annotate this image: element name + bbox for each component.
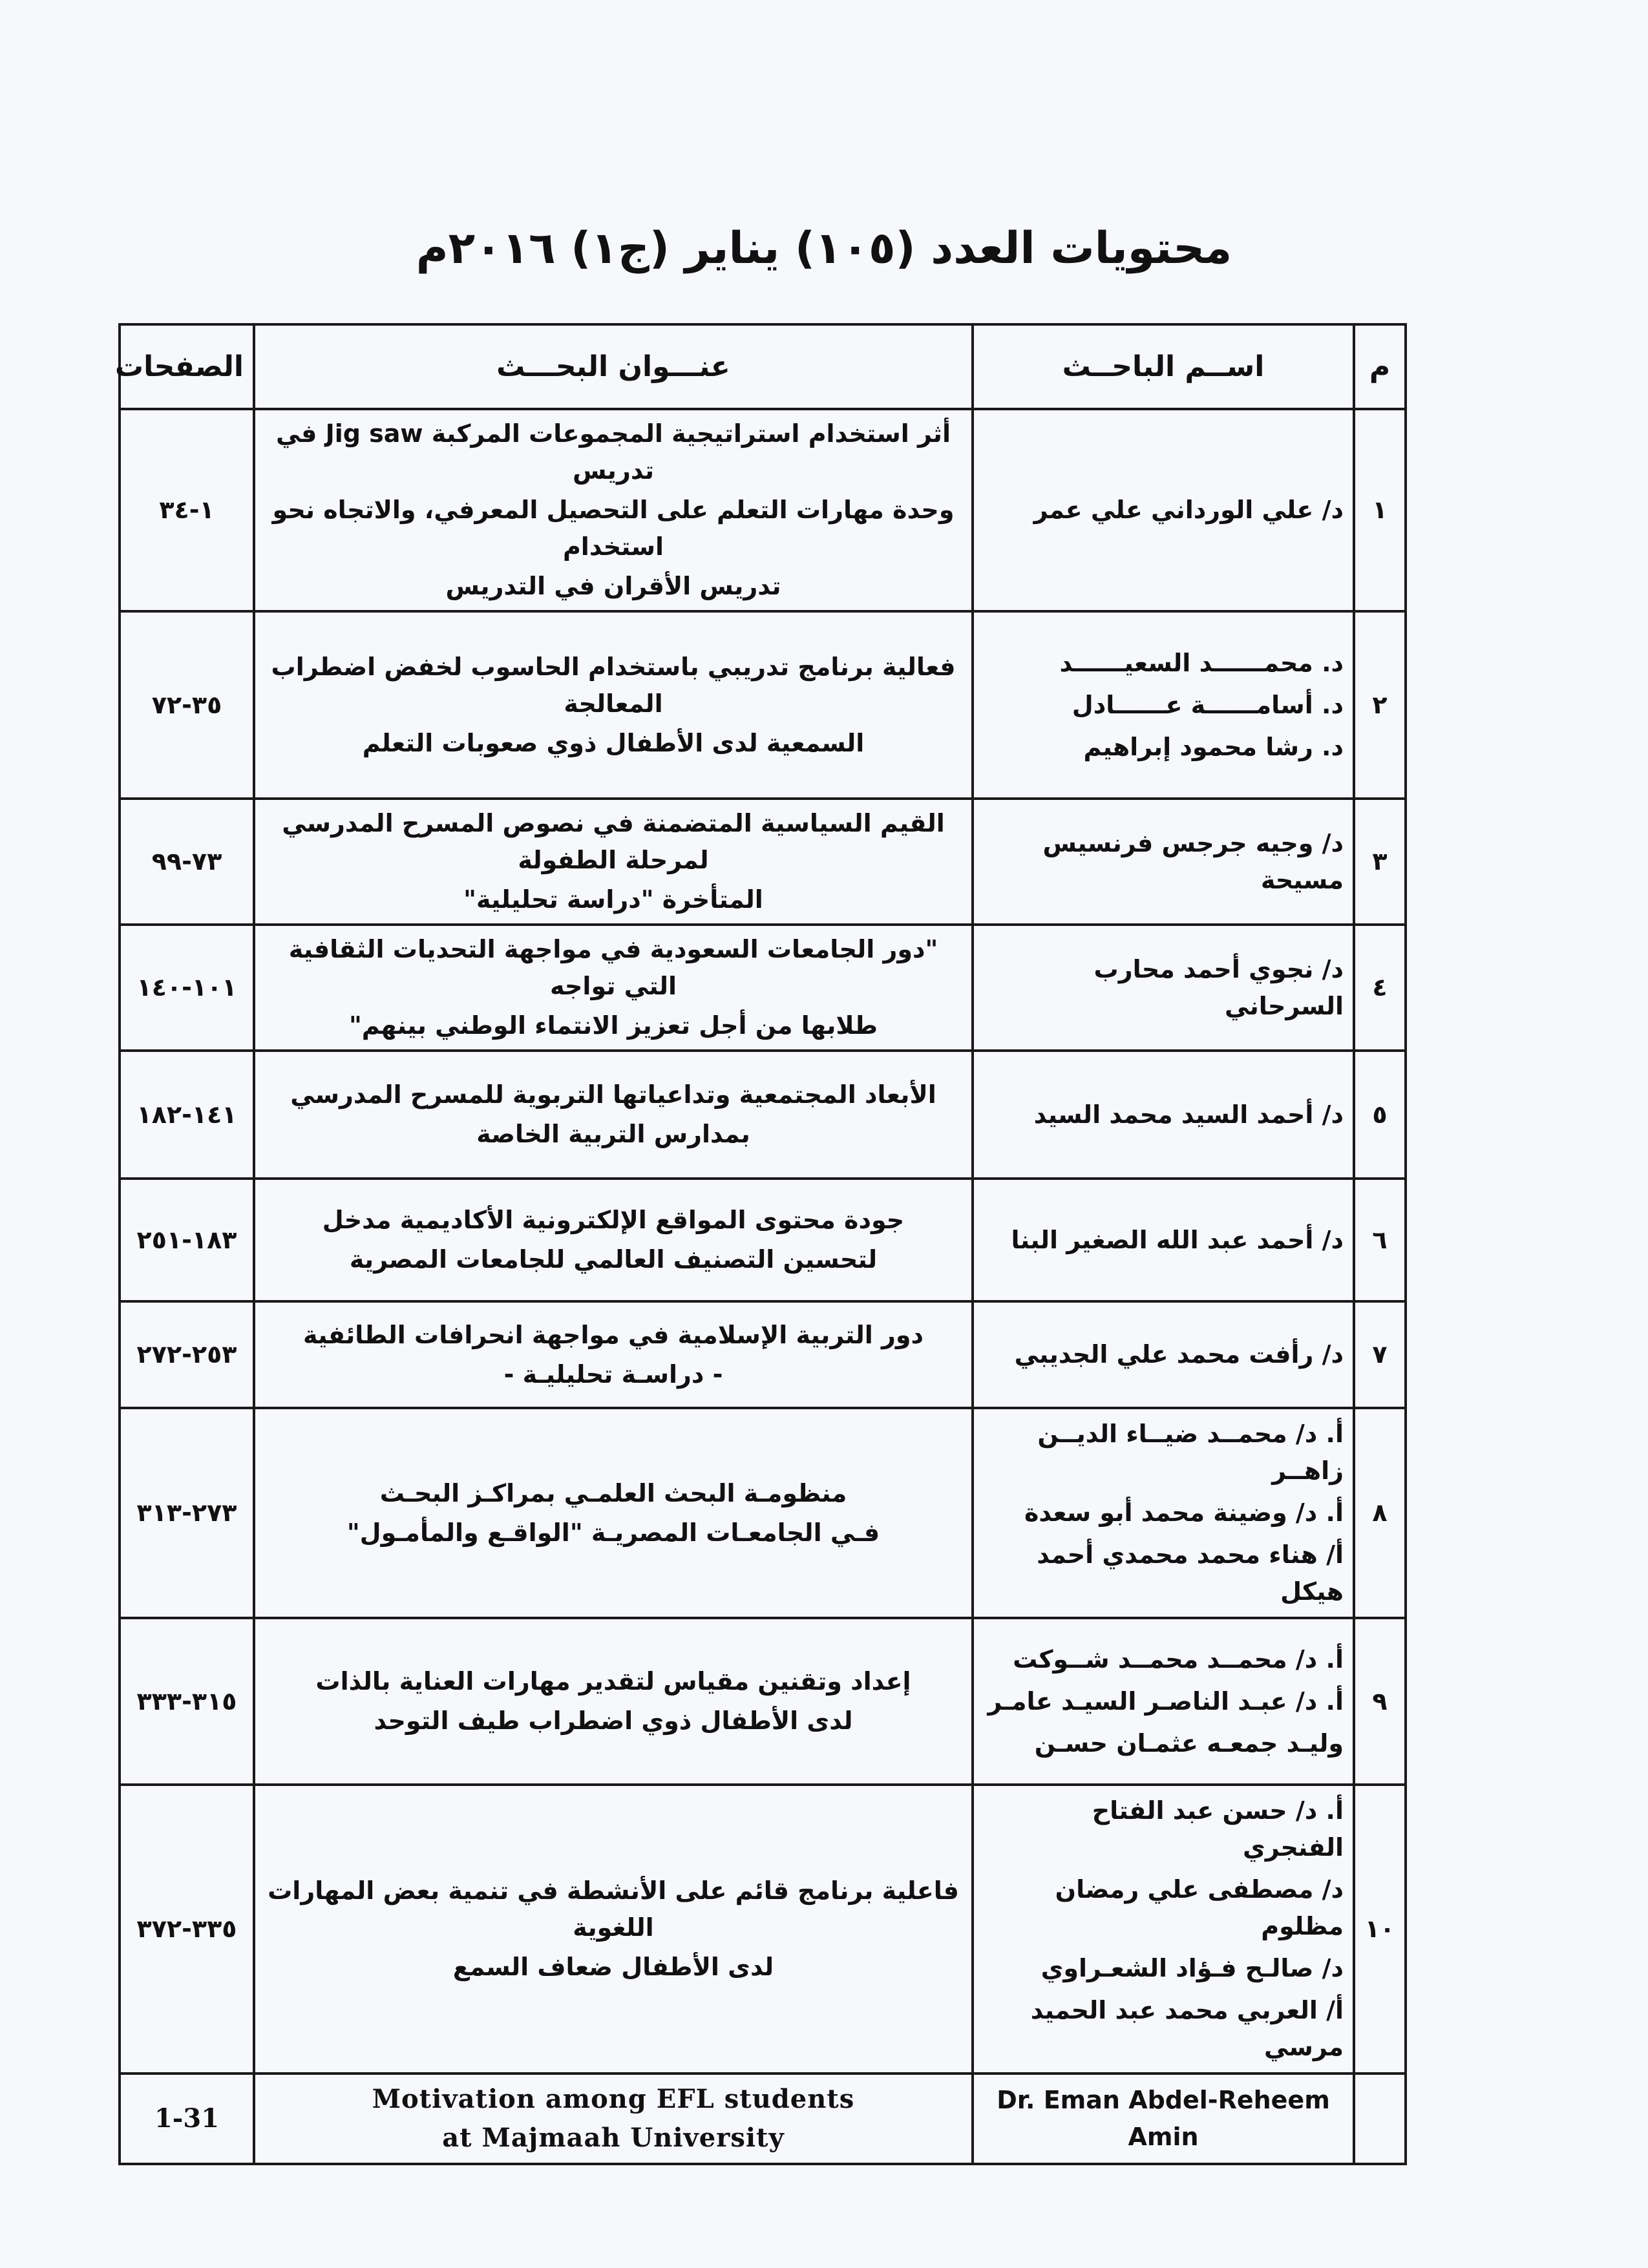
row-pages: ٣١٥-٣٣٣ [120, 1618, 254, 1785]
row-title [254, 611, 973, 799]
table-row [120, 1618, 1406, 1785]
row-number: ٢ [1354, 611, 1406, 799]
author-name: د/ صالـح فـؤاد الشعـراوي [1041, 1954, 1344, 1982]
author-name: د/ أحمد السيد محمد السيد [1033, 1100, 1344, 1129]
row-number: ٦ [1354, 1179, 1406, 1301]
table-row [120, 611, 1406, 799]
title-line: فاعلية برنامج قائم على الأنشطة في تنمية بعض المهارات اللغوية [268, 1876, 959, 1942]
title-line: دور التربية الإسلامية في مواجهة انحرافات الطائفية [303, 1320, 924, 1349]
row-title [254, 409, 973, 611]
author-name: د. محمــــــد السعيــــــد [1059, 648, 1344, 677]
row-number: ٨ [1354, 1408, 1406, 1618]
contents-body [120, 409, 1406, 2164]
title-line: أثر استخدام استراتيجية المجموعات المركبة Jig saw في تدريس [276, 419, 951, 485]
row-authors [973, 799, 1354, 925]
table-row [120, 1051, 1406, 1179]
row-authors [973, 1051, 1354, 1179]
page-title: محتويات العدد (١٠٥) يناير (ج١) ٢٠١٦م [416, 223, 1232, 274]
row-title [254, 1408, 973, 1618]
row-authors [973, 1408, 1354, 1618]
title-line: لتحسين التصنيف العالمي للجامعات المصرية [349, 1245, 878, 1274]
row-authors [973, 1618, 1354, 1785]
row-pages: ٣٥-٧٢ [120, 611, 254, 799]
title-line: "دور الجامعات السعودية في مواجهة التحديات الثقافية التي تواجه [288, 935, 938, 1000]
row-pages: ٧٣-٩٩ [120, 799, 254, 925]
row-authors [973, 611, 1354, 799]
row-title [254, 1179, 973, 1301]
row-pages: ٢٧٣-٣١٣ [120, 1408, 254, 1618]
row-pages: ١٤١-١٨٢ [120, 1051, 254, 1179]
row-pages: 1-31 [120, 2074, 254, 2164]
row-pages: ٢٥٣-٢٧٢ [120, 1301, 254, 1408]
author-name: وليـد جمعـه عثمـان حسـن [1034, 1728, 1344, 1758]
contents-table [114, 323, 1407, 2165]
title-line: وحدة مهارات التعلم على التحصيل المعرفي، والاتجاه نحو استخدام [272, 496, 955, 561]
author-name: د/ أحمد عبد الله الصغير البنا [1011, 1225, 1344, 1254]
table-row [120, 409, 1406, 611]
row-number: ٧ [1354, 1301, 1406, 1408]
row-title [254, 925, 973, 1051]
title-line: لدى الأطفال ضعاف السمع [452, 1953, 774, 1981]
row-authors [973, 409, 1354, 611]
author-name: Dr. Eman Abdel-Reheem [997, 2086, 1330, 2114]
author-name: أ. د/ وضينة محمد أبو سعدة [1024, 1498, 1344, 1527]
header-pages: الصفحات [120, 324, 254, 409]
author-name: د. رشا محمود إبراهيم [1083, 732, 1344, 761]
author-name: Amin [1128, 2123, 1199, 2151]
author-name: د. أسامــــــة عــــــادل [1072, 690, 1344, 719]
row-title [254, 1785, 973, 2074]
row-authors [973, 1179, 1354, 1301]
author-name: د/ علي الورداني علي عمر [1033, 496, 1344, 524]
title-line: لدى الأطفال ذوي اضطراب طيف التوحد [374, 1706, 853, 1735]
row-title [254, 1618, 973, 1785]
author-name: أ/ العربي محمد عبد الحميد مرسي [1030, 1996, 1344, 2061]
row-pages: ١٨٣-٢٥١ [120, 1179, 254, 1301]
author-name: أ. د/ عبـد الناصـر السيـد عامـر [988, 1686, 1344, 1716]
table-row [120, 799, 1406, 925]
title-line: المتأخرة "دراسة تحليلية" [463, 885, 763, 914]
title-line: بمدارس التربية الخاصة [476, 1120, 750, 1148]
row-pages: ١-٣٤ [120, 409, 254, 611]
table-row [120, 1408, 1406, 1618]
title-line: at Majmaah University [442, 2123, 785, 2153]
row-pages: ١٠١-١٤٠ [120, 925, 254, 1051]
title-line: فـي الجامعـات المصريـة "الواقـع والمأمـول" [346, 1518, 880, 1547]
row-number [1354, 2074, 1406, 2164]
title-line: القيم السياسية المتضمنة في نصوص المسرح المدرسي لمرحلة الطفولة [282, 809, 945, 874]
author-name: د/ مصطفى علي رمضان مظلوم [1055, 1875, 1344, 1940]
table-row [120, 925, 1406, 1051]
author-name: د/ رأفت محمد علي الجديبي [1014, 1340, 1344, 1369]
table-row [120, 1301, 1406, 1408]
table-row [120, 1179, 1406, 1301]
row-title [254, 1301, 973, 1408]
author-name: د/ نجوي أحمد محارب السرحاني [1093, 954, 1344, 1020]
title-line: فعالية برنامج تدريبي باستخدام الحاسوب لخفض اضطراب المعالجة [271, 652, 956, 718]
author-name: د/ وجيه جرجس فرنسيس مسيحة [1042, 828, 1344, 894]
row-pages: ٣٣٥-٣٧٢ [120, 1785, 254, 2074]
title-line: إعداد وتقنين مقياس لتقدير مهارات العناية بالذات [315, 1667, 911, 1696]
title-line: جودة محتوى المواقع الإلكترونية الأكاديمية مدخل [322, 1206, 905, 1234]
row-number: ١٠ [1354, 1785, 1406, 2074]
row-number: ٩ [1354, 1618, 1406, 1785]
title-line: - دراسـة تحليليـة - [503, 1360, 723, 1389]
table-header-row [120, 324, 1406, 409]
row-title [254, 799, 973, 925]
row-number: ٥ [1354, 1051, 1406, 1179]
row-number: ١ [1354, 409, 1406, 611]
header-title: عنـــوان البحـــث [254, 324, 973, 409]
title-line: الأبعاد المجتمعية وتداعياتها التربوية للمسرح المدرسي [290, 1080, 936, 1109]
title-line: Motivation among EFL students [372, 2084, 855, 2114]
row-authors [973, 1785, 1354, 2074]
row-authors [973, 2074, 1354, 2164]
title-line: تدريس الأقران في التدريس [445, 572, 781, 600]
row-authors [973, 1301, 1354, 1408]
table-row-english [120, 2074, 1406, 2164]
row-number: ٣ [1354, 799, 1406, 925]
row-title [254, 2074, 973, 2164]
author-name: أ. د/ محمــد محمــد شــوكت [1013, 1644, 1344, 1674]
title-line: طلابها من أجل تعزيز الانتماء الوطني بينهم" [348, 1011, 878, 1040]
row-title [254, 1051, 973, 1179]
title-line: السمعية لدى الأطفال ذوي صعوبات التعلم [362, 728, 865, 757]
header-author: اســم الباحــث [973, 324, 1354, 409]
author-name: أ. د/ محمــد ضيــاء الديــن زاهــر [1037, 1420, 1344, 1485]
row-number: ٤ [1354, 925, 1406, 1051]
author-name: أ/ هناء محمد محمدي أحمد هيكل [1037, 1540, 1344, 1606]
header-number: م [1354, 324, 1406, 409]
row-authors [973, 925, 1354, 1051]
author-name: أ. د/ حسن عبد الفتاح الفنجري [1092, 1796, 1344, 1862]
title-line: منظومـة البحث العلمـي بمراكـز البحـث [379, 1478, 847, 1507]
table-row [120, 1785, 1406, 2074]
